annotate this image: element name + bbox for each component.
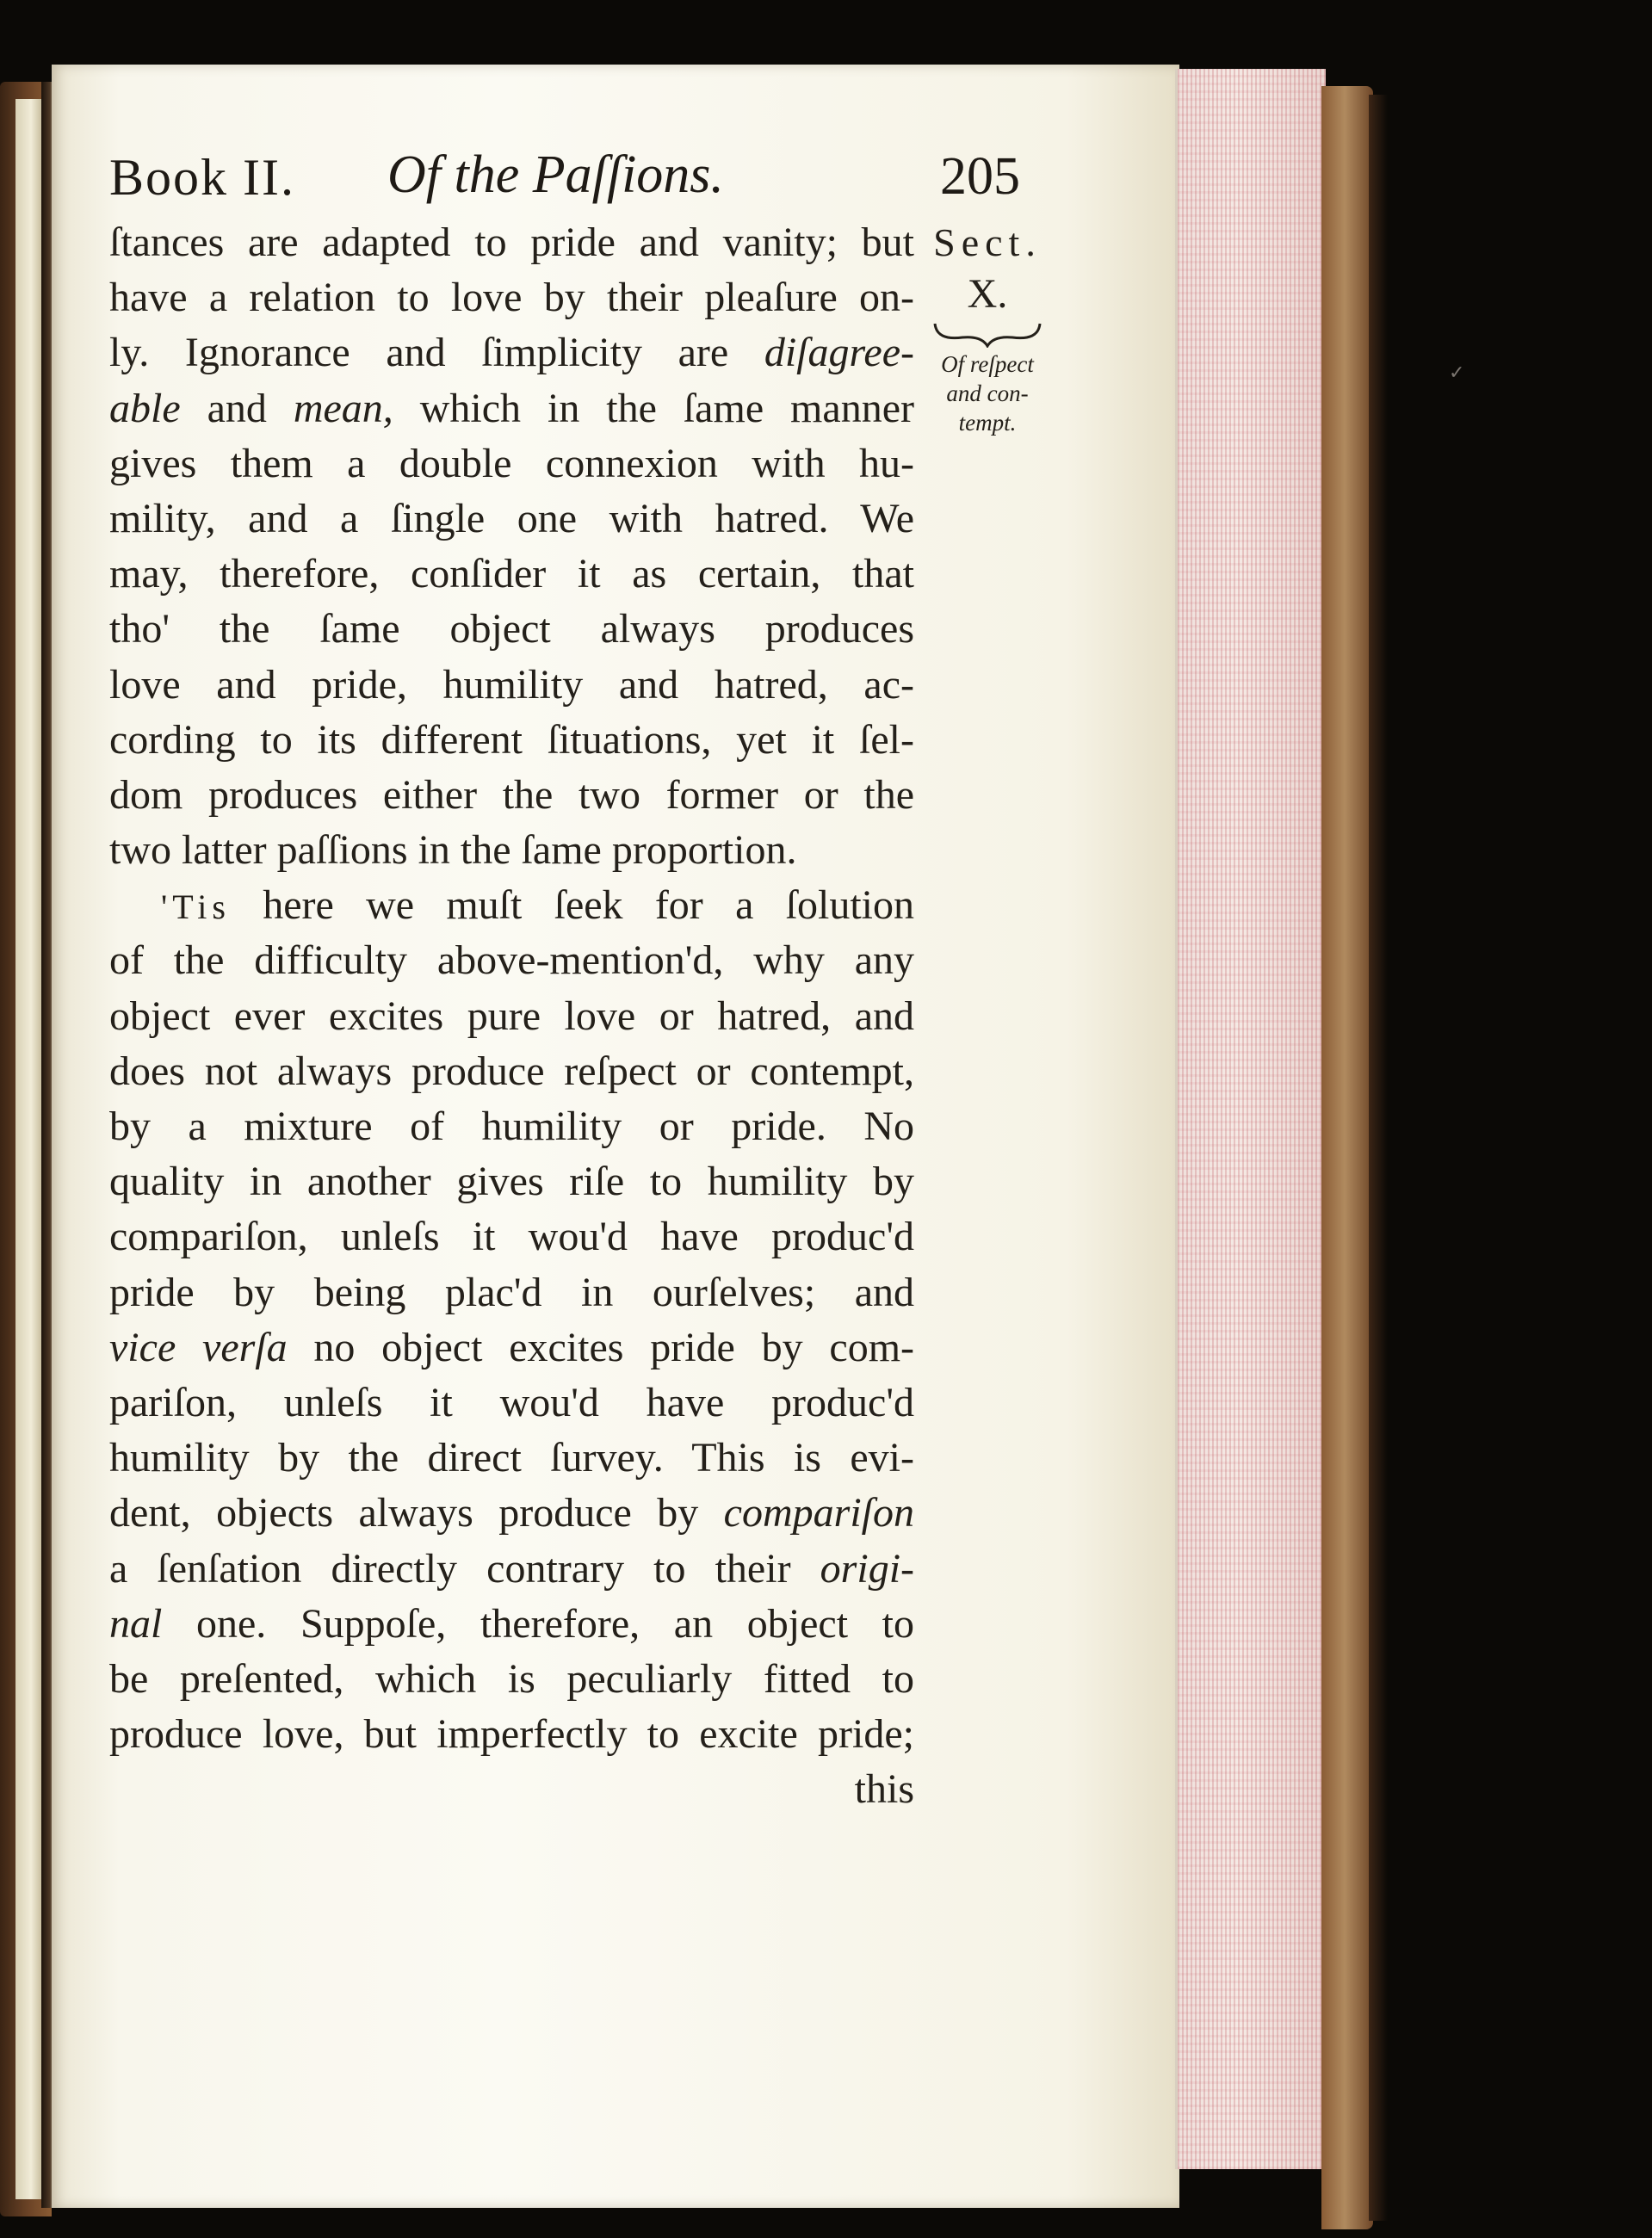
italic-word: vice verſa bbox=[109, 1324, 288, 1370]
section-label: Sect. bbox=[933, 220, 1042, 264]
text-line: of the difficulty above-mention'd, why any bbox=[109, 937, 914, 984]
text-line: may, therefore, conſider it as certain, that bbox=[109, 551, 914, 597]
text-line: quality in another gives riſe to humility by bbox=[109, 1159, 914, 1205]
side-title-line: and con- bbox=[946, 380, 1029, 406]
paragraph-lead-small-caps: 'Tis bbox=[161, 887, 231, 927]
text-line: object ever excites pure love or hatred, and bbox=[109, 992, 914, 1039]
text-line: produce love, but imperfectly to excite pride; bbox=[109, 1711, 914, 1758]
text-line: does not always produce reſpect or contempt, bbox=[109, 1048, 914, 1094]
margin-note bbox=[914, 215, 1061, 437]
line-rest: dent, objects always produce by bbox=[109, 1490, 699, 1536]
text-line: mility, and a ſingle one with hatred. We bbox=[109, 495, 914, 541]
line-rest: here we muſt ſeek for a ſolution bbox=[263, 882, 914, 929]
text-line bbox=[109, 1542, 914, 1597]
text-line: be preſented, which is peculiarly fitted to bbox=[109, 1655, 914, 1702]
text-line: by a mixture of humility or pride. No bbox=[109, 1104, 914, 1149]
body-text bbox=[109, 215, 914, 1817]
text-line: have a relation to love by their pleaſure on- bbox=[109, 275, 914, 321]
section-number: X. bbox=[967, 271, 1008, 317]
text-line: compariſon, unleſs it wou'd have produc'd bbox=[109, 1214, 914, 1260]
text-line: pride by being plac'd in ourſelves; and bbox=[109, 1269, 914, 1315]
running-head-book: Book II. bbox=[109, 149, 295, 206]
running-head-title: Of the Paſſions. bbox=[387, 145, 724, 204]
italic-word: mean, bbox=[293, 385, 393, 431]
text-line bbox=[109, 1486, 914, 1541]
previous-page-edge bbox=[15, 99, 41, 2199]
text-line: humility by the direct ſurvey. This is evi- bbox=[109, 1435, 914, 1481]
italic-word: able bbox=[109, 385, 181, 431]
text-line: ly. Ignorance and ſimplicity are diſagree- bbox=[109, 330, 914, 376]
italic-word: diſagree- bbox=[764, 330, 914, 376]
side-title-line: tempt. bbox=[958, 410, 1017, 436]
line-rest: a ſenſation directly contrary to their bbox=[109, 1545, 791, 1592]
text-line bbox=[109, 1320, 914, 1376]
catchword: this bbox=[854, 1766, 914, 1813]
edge-mark: ✓ bbox=[1449, 362, 1465, 383]
paragraph-start-line bbox=[109, 878, 914, 933]
text-line: gives them a double connexion with hu- bbox=[109, 440, 914, 486]
text-line: dom produces either the two former or the bbox=[109, 771, 914, 818]
italic-word: nal bbox=[109, 1600, 163, 1647]
line-rest: one. Suppoſe, therefore, an object to bbox=[196, 1600, 915, 1647]
page-fore-edges bbox=[1175, 69, 1326, 2169]
text-line: love and pride, humility and hatred, ac- bbox=[109, 661, 914, 708]
italic-word: compariſon bbox=[723, 1490, 914, 1536]
text-line bbox=[109, 1597, 914, 1652]
side-title bbox=[914, 349, 1061, 437]
text-line: pariſon, unleſs it wou'd have produc'd bbox=[109, 1379, 914, 1425]
text-line: able and mean, which in the ſame manner bbox=[109, 385, 914, 431]
text-line: tho' the ſame object always produces bbox=[109, 606, 914, 652]
side-title-line: Of reſpect bbox=[941, 351, 1034, 377]
brace-ornament bbox=[931, 318, 1043, 348]
text-line: two latter paſſions in the ſame proportion. bbox=[109, 827, 797, 874]
line-rest: no object excites pride by com- bbox=[313, 1324, 915, 1370]
italic-word: origi- bbox=[820, 1545, 915, 1592]
text-line: cording to its different ſituations, yet it ſel- bbox=[109, 716, 914, 763]
text-line: ſtances are adapted to pride and vanity; but bbox=[109, 219, 914, 265]
cover-shadow bbox=[1369, 95, 1388, 2221]
right-cover-board bbox=[1321, 86, 1373, 2229]
page-number: 205 bbox=[940, 147, 1020, 206]
